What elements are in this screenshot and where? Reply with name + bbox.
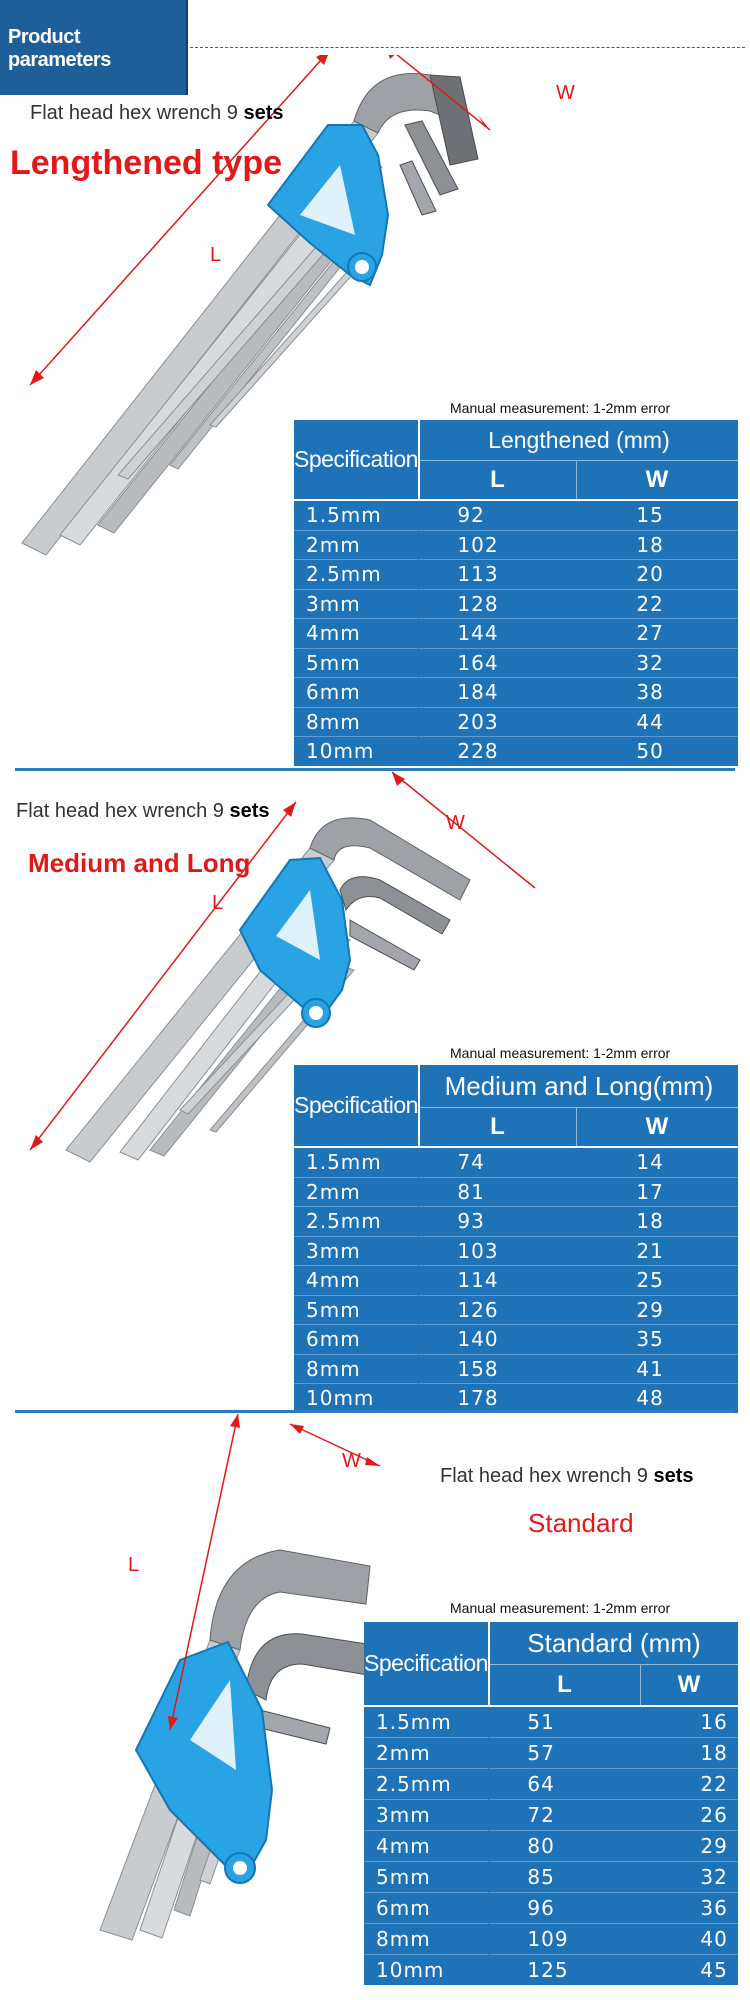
dimension-label-W-1: W (556, 82, 575, 104)
table-row (294, 1295, 738, 1325)
table-row (294, 1236, 738, 1266)
section3-title-prefix: Flat head hex wrench 9 (440, 1465, 648, 1487)
dimension-label-L-3: L (128, 1554, 140, 1576)
section3-title (440, 1465, 694, 1488)
spec-cell: 6mm (364, 1893, 489, 1924)
table-row (294, 1325, 738, 1355)
length-cell: 93 (419, 1207, 577, 1237)
header-title: Product parameters (8, 26, 111, 71)
spec-cell: 2mm (364, 1738, 489, 1769)
spec-cell: 2.5mm (294, 560, 419, 590)
table-row (364, 1955, 738, 1986)
length-cell: 113 (419, 560, 577, 590)
medium-long-table-body (294, 1147, 738, 1413)
length-cell: 114 (419, 1266, 577, 1296)
width-cell: 40 (640, 1924, 738, 1955)
spec-header: Specification (364, 1622, 489, 1706)
table-row (294, 619, 738, 649)
table-row (364, 1831, 738, 1862)
length-cell: 103 (419, 1236, 577, 1266)
table-row (294, 530, 738, 560)
section3-subtitle: Standard (528, 1508, 634, 1538)
standard-wrench-set-photo (100, 1414, 380, 1940)
length-cell: 57 (489, 1738, 641, 1769)
table-row (294, 1177, 738, 1207)
length-cell: 92 (419, 500, 577, 530)
dimension-label-W-3: W (342, 1450, 361, 1472)
spec-cell: 2mm (294, 1177, 419, 1207)
width-cell: 15 (576, 500, 738, 530)
length-cell: 158 (419, 1354, 577, 1384)
spec-cell: 6mm (294, 678, 419, 708)
length-cell: 144 (419, 619, 577, 649)
width-cell: 22 (640, 1769, 738, 1800)
length-cell: 80 (489, 1831, 641, 1862)
table-row (364, 1924, 738, 1955)
spec-cell: 5mm (364, 1862, 489, 1893)
table-row (294, 648, 738, 678)
lengthened-table-body (294, 500, 738, 766)
spec-cell: 8mm (364, 1924, 489, 1955)
length-cell: 125 (489, 1955, 641, 1986)
width-cell: 22 (576, 589, 738, 619)
table-row (364, 1800, 738, 1831)
section1-title-suffix: sets (243, 102, 284, 124)
table-row (294, 1354, 738, 1384)
dimension-label-L-1: L (210, 244, 222, 266)
spec-cell: 3mm (294, 1236, 419, 1266)
section1-title (30, 102, 284, 125)
spec-header: Specification (294, 1065, 419, 1147)
spec-cell: 1.5mm (364, 1706, 489, 1738)
width-cell: 21 (576, 1236, 738, 1266)
length-cell: 203 (419, 707, 577, 737)
length-cell: 51 (489, 1706, 641, 1738)
length-cell: 109 (489, 1924, 641, 1955)
width-cell: 20 (576, 560, 738, 590)
width-cell: 18 (576, 1207, 738, 1237)
spec-cell: 5mm (294, 1295, 419, 1325)
length-cell: 74 (419, 1147, 577, 1177)
table-row (364, 1862, 738, 1893)
spec-cell: 6mm (294, 1325, 419, 1355)
col-L-header: L (419, 1108, 577, 1148)
table-row (294, 1266, 738, 1296)
width-cell: 32 (640, 1862, 738, 1893)
spec-cell: 4mm (294, 1266, 419, 1296)
length-cell: 140 (419, 1325, 577, 1355)
spec-cell: 8mm (294, 1354, 419, 1384)
length-cell: 164 (419, 648, 577, 678)
col-W-header: W (576, 1108, 738, 1148)
width-cell: 35 (576, 1325, 738, 1355)
width-cell: 18 (576, 530, 738, 560)
width-cell: 29 (640, 1831, 738, 1862)
spec-cell: 1.5mm (294, 500, 419, 530)
section2-title (16, 800, 270, 823)
col-L-header: L (419, 461, 577, 501)
lengthened-spec-table (294, 420, 738, 766)
medium-long-spec-table (294, 1065, 738, 1413)
width-cell: 18 (640, 1738, 738, 1769)
spec-cell: 4mm (364, 1831, 489, 1862)
width-cell: 45 (640, 1955, 738, 1986)
table-row (364, 1769, 738, 1800)
width-cell: 25 (576, 1266, 738, 1296)
width-cell: 29 (576, 1295, 738, 1325)
section2-subtitle: Medium and Long (28, 848, 251, 878)
length-cell: 85 (489, 1862, 641, 1893)
spec-cell: 3mm (294, 589, 419, 619)
standard-table-body (364, 1706, 738, 1985)
col-L-header: L (489, 1665, 641, 1707)
spec-cell: 8mm (294, 707, 419, 737)
spec-cell: 10mm (294, 1384, 419, 1413)
length-cell: 228 (419, 737, 577, 766)
length-cell: 126 (419, 1295, 577, 1325)
standard-spec-table (364, 1622, 738, 1985)
length-cell: 184 (419, 678, 577, 708)
spec-cell: 3mm (364, 1800, 489, 1831)
width-cell: 17 (576, 1177, 738, 1207)
dimension-label-W-2: W (446, 812, 465, 834)
table-title: Lengthened (mm) (419, 420, 738, 461)
section3-title-suffix: sets (653, 1465, 694, 1487)
measurement-note-1: Manual measurement: 1-2mm error (450, 400, 671, 416)
measurement-note-3: Manual measurement: 1-2mm error (450, 1600, 671, 1616)
section2-title-suffix: sets (229, 800, 270, 822)
length-cell: 64 (489, 1769, 641, 1800)
spec-cell: 4mm (294, 619, 419, 649)
length-cell: 178 (419, 1384, 577, 1413)
table-row (294, 1207, 738, 1237)
table-row (294, 1384, 738, 1413)
table-row (294, 560, 738, 590)
width-cell: 14 (576, 1147, 738, 1177)
length-cell: 81 (419, 1177, 577, 1207)
width-cell: 38 (576, 678, 738, 708)
spec-cell: 2.5mm (294, 1207, 419, 1237)
spec-cell: 10mm (364, 1955, 489, 1986)
table-row (294, 589, 738, 619)
table-title: Standard (mm) (489, 1622, 738, 1665)
spec-cell: 10mm (294, 737, 419, 766)
width-cell: 16 (640, 1706, 738, 1738)
spec-cell: 1.5mm (294, 1147, 419, 1177)
measurement-note-2: Manual measurement: 1-2mm error (450, 1045, 671, 1061)
table-row (294, 1147, 738, 1177)
width-cell: 36 (640, 1893, 738, 1924)
dimension-label-L-2: L (212, 892, 224, 914)
col-W-header: W (576, 461, 738, 501)
header-dashed-line (190, 47, 745, 48)
width-cell: 50 (576, 737, 738, 766)
spec-cell: 2mm (294, 530, 419, 560)
standard-wrench-set-image (40, 1410, 400, 1950)
width-cell: 41 (576, 1354, 738, 1384)
spec-cell: 5mm (294, 648, 419, 678)
table-row (294, 678, 738, 708)
section1-title-prefix: Flat head hex wrench 9 (30, 102, 238, 124)
table-row (364, 1893, 738, 1924)
length-cell: 96 (489, 1893, 641, 1924)
table-title: Medium and Long(mm) (419, 1065, 738, 1108)
section1-subtitle: Lengthened type (10, 144, 283, 182)
length-cell: 102 (419, 530, 577, 560)
width-cell: 44 (576, 707, 738, 737)
width-cell: 32 (576, 648, 738, 678)
spec-cell: 2.5mm (364, 1769, 489, 1800)
table-row (294, 707, 738, 737)
length-cell: 128 (419, 589, 577, 619)
table-row (294, 737, 738, 766)
width-cell: 27 (576, 619, 738, 649)
section2-title-prefix: Flat head hex wrench 9 (16, 800, 224, 822)
spec-header: Specification (294, 420, 419, 500)
table-row (294, 500, 738, 530)
table-row (364, 1738, 738, 1769)
table-row (364, 1706, 738, 1738)
length-cell: 72 (489, 1800, 641, 1831)
width-cell: 48 (576, 1384, 738, 1413)
col-W-header: W (640, 1665, 738, 1707)
width-cell: 26 (640, 1800, 738, 1831)
